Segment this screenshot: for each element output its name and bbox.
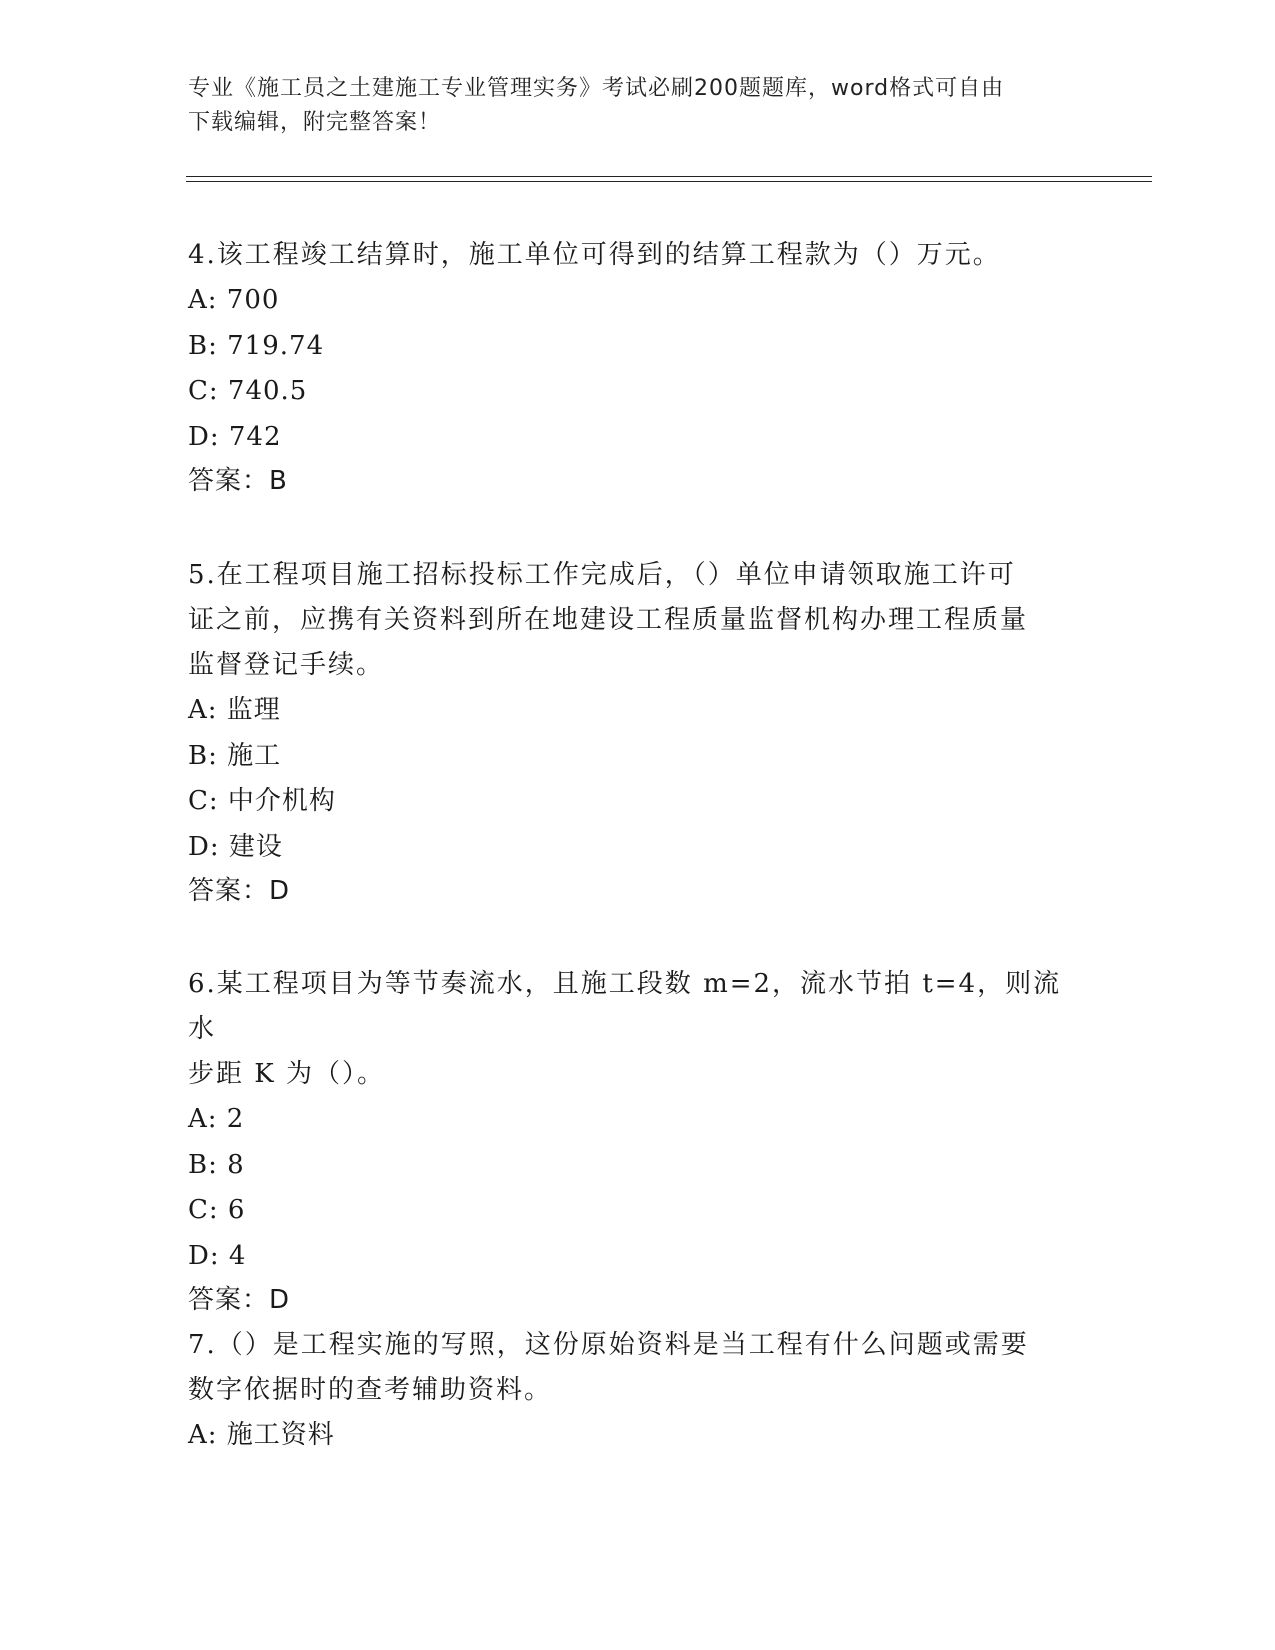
option-b: B: 8 [188, 1149, 245, 1180]
question-stem-line: 证之前，应携有关资料到所在地建设工程质量监督机构办理工程质量 [188, 605, 1029, 635]
document-header [188, 72, 1068, 140]
option-b: B: 施工 [188, 740, 282, 771]
question-stem-line: 数字依据时的查考辅助资料。 [188, 1375, 553, 1405]
option-c: C: 740.5 [188, 376, 308, 406]
question-4 [188, 233, 1088, 502]
option-c: C: 中介机构 [188, 786, 336, 816]
question-stem-line: 7.（）是工程实施的写照，这份原始资料是当工程有什么问题或需要 [188, 1330, 1029, 1360]
question-stem-line: 步距 K 为（）。 [188, 1059, 385, 1089]
option-d: D: 建设 [188, 831, 283, 862]
option-a: A: 监理 [188, 695, 281, 725]
option-b: B: 719.74 [188, 330, 325, 361]
option-d: D: 4 [188, 1240, 247, 1271]
answer-line: 答案：D [188, 876, 291, 906]
option-a: A: 700 [188, 285, 280, 315]
answer-line: 答案：B [188, 466, 288, 496]
option-c: C: 6 [188, 1195, 246, 1225]
question-7 [188, 1323, 1088, 1459]
header-divider-top [186, 176, 1152, 177]
option-d: D: 742 [188, 421, 282, 452]
question-stem-line: 监督登记手续。 [188, 650, 385, 680]
question-stem-line: 5.在工程项目施工招标投标工作完成后，（）单位申请领取施工许可 [188, 560, 1016, 590]
option-a: A: 2 [188, 1104, 245, 1134]
header-line-2: 下载编辑，附完整答案！ [188, 110, 442, 135]
header-divider-bottom [186, 181, 1152, 182]
question-stem-line: 6.某工程项目为等节奏流水，且施工段数 m=2，流水节拍 t=4，则流水 [188, 969, 1062, 1044]
option-a: A: 施工资料 [188, 1420, 335, 1450]
header-line-1: 专业《施工员之土建施工专业管理实务》考试必刷200题题库，word格式可自由 [188, 76, 1005, 101]
answer-line: 答案：D [188, 1285, 291, 1315]
question-stem-line: 4.该工程竣工结算时，施工单位可得到的结算工程款为（）万元。 [188, 240, 1001, 270]
question-5 [188, 553, 1088, 912]
question-6 [188, 962, 1088, 1321]
